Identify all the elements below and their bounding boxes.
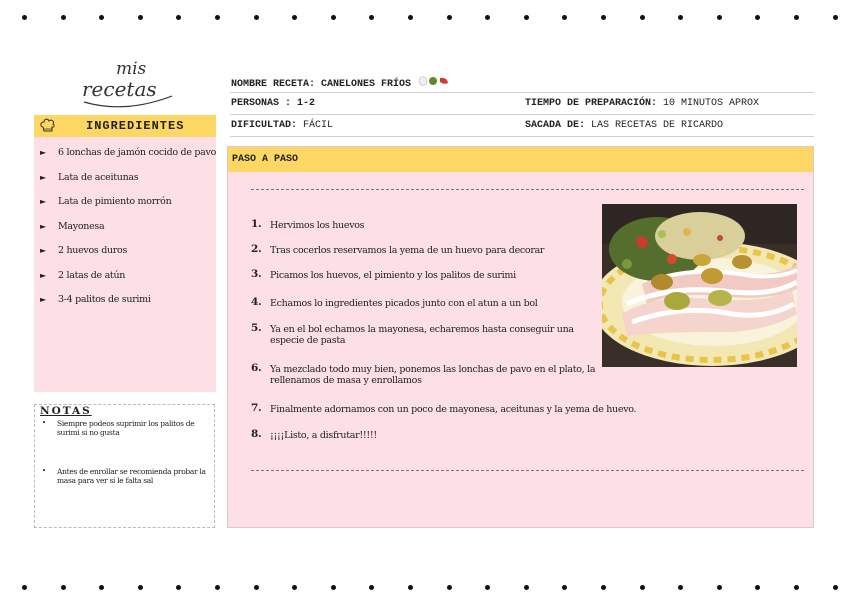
ingredient-item bbox=[40, 196, 216, 221]
recipe-name-row bbox=[231, 75, 451, 90]
ingredient-text: 6 lonchas de jamón cocido de pavo bbox=[58, 147, 217, 158]
ingredients-header bbox=[34, 115, 216, 137]
border-dot bbox=[485, 15, 490, 20]
border-dot bbox=[717, 15, 722, 20]
ingredient-text: 2 latas de atún bbox=[58, 269, 126, 281]
border-dot bbox=[292, 585, 297, 590]
ingredient-item bbox=[40, 270, 216, 295]
source-value: LAS RECETAS DE RICARDO bbox=[591, 120, 724, 131]
ingredient-item bbox=[40, 172, 216, 197]
steps-title: PASO A PASO bbox=[232, 154, 299, 165]
dot-border-bottom bbox=[0, 585, 848, 595]
border-dot bbox=[833, 585, 838, 590]
step-number: 1. bbox=[251, 218, 262, 230]
source-row bbox=[525, 120, 723, 131]
border-dot bbox=[524, 15, 529, 20]
recipe-name-label: NOMBRE RECETA: bbox=[231, 79, 316, 90]
border-dot bbox=[485, 585, 490, 590]
people-row bbox=[231, 98, 315, 109]
step-text: Ya en el bol echamos la mayonesa, echaremos hasta conseguir una especie de pasta bbox=[270, 324, 574, 346]
border-dot bbox=[215, 15, 220, 20]
dot-border-top bbox=[0, 15, 848, 25]
border-dot bbox=[717, 585, 722, 590]
step-text: Tras cocerlos reservamos la yema de un huevo para decorar bbox=[270, 245, 545, 256]
border-dot bbox=[22, 585, 27, 590]
step-number: 3. bbox=[251, 268, 262, 280]
border-dot bbox=[601, 585, 606, 590]
bullet-arrow-icon: ► bbox=[40, 295, 46, 304]
dashed-divider bbox=[251, 189, 804, 190]
mis-recetas-logo bbox=[70, 52, 180, 114]
bullet-arrow-icon: ► bbox=[40, 221, 46, 231]
difficulty-value: FÁCIL bbox=[303, 120, 334, 131]
ingredient-item bbox=[40, 245, 216, 270]
border-dot bbox=[833, 15, 838, 20]
step-number: 8. bbox=[251, 428, 262, 440]
border-dot bbox=[99, 15, 104, 20]
step-number: 2. bbox=[251, 243, 262, 255]
prep-time-label: TIEMPO DE PREPARACIÓN: bbox=[525, 98, 658, 109]
recipe-name: CANELONES FRÍOS bbox=[321, 79, 412, 90]
bullet-arrow-icon: ► bbox=[40, 172, 46, 182]
border-dot bbox=[138, 15, 143, 20]
border-dot bbox=[640, 585, 645, 590]
border-dot bbox=[408, 585, 413, 590]
border-dot bbox=[601, 15, 606, 20]
border-dot bbox=[61, 585, 66, 590]
border-dot bbox=[678, 585, 683, 590]
step-text: Hervimos los huevos bbox=[270, 220, 365, 231]
notes-title: NOTAS bbox=[40, 405, 92, 417]
notes-box bbox=[34, 404, 215, 528]
chef-hat-icon bbox=[40, 118, 56, 134]
border-dot bbox=[794, 585, 799, 590]
ingredient-text: 2 huevos duros bbox=[58, 245, 128, 256]
ingredient-item bbox=[40, 147, 216, 172]
border-dot bbox=[331, 585, 336, 590]
canelones-photo bbox=[602, 204, 797, 367]
border-dot bbox=[369, 15, 374, 20]
border-dot bbox=[99, 585, 104, 590]
step-number: 6. bbox=[251, 362, 262, 374]
border-dot bbox=[292, 15, 297, 20]
ingredient-text: 3-4 palitos de surimi bbox=[58, 294, 151, 305]
ingredient-text: Lata de pimiento morrón bbox=[58, 196, 172, 207]
ingredient-item bbox=[40, 294, 216, 319]
border-dot bbox=[755, 15, 760, 20]
ingredients-title: INGREDIENTES bbox=[86, 119, 185, 133]
border-dot bbox=[22, 15, 27, 20]
bullet-arrow-icon: ► bbox=[40, 197, 46, 206]
step-text: ¡¡¡¡Listo, a disfrutar!!!!! bbox=[270, 430, 377, 441]
border-dot bbox=[369, 585, 374, 590]
step-text: Picamos los huevos, el pimiento y los palitos de surimi bbox=[270, 270, 516, 281]
bullet-arrow-icon: ► bbox=[40, 246, 46, 255]
border-dot bbox=[138, 585, 143, 590]
ingredient-text: Mayonesa bbox=[58, 220, 105, 232]
bullet-arrow-icon: ► bbox=[40, 270, 46, 280]
step-number: 7. bbox=[251, 402, 262, 414]
border-dot bbox=[755, 585, 760, 590]
garlic-olive-pepper-icon bbox=[417, 75, 451, 86]
border-dot bbox=[562, 15, 567, 20]
note-item: • Siempre podeos suprimir los palitos de surimi si no gusta bbox=[40, 419, 212, 467]
steps-panel bbox=[227, 146, 814, 528]
source-label: SACADA DE: bbox=[525, 120, 586, 131]
border-dot bbox=[447, 15, 452, 20]
ingredients-list bbox=[34, 137, 216, 392]
border-dot bbox=[61, 15, 66, 20]
border-dot bbox=[176, 585, 181, 590]
border-dot bbox=[678, 15, 683, 20]
border-dot bbox=[254, 15, 259, 20]
steps-header bbox=[228, 147, 813, 172]
bullet-arrow-icon: ► bbox=[40, 148, 46, 157]
dashed-divider bbox=[251, 470, 804, 471]
people-value: 1-2 bbox=[297, 98, 316, 109]
step-text: Echamos lo ingredientes picados junto con el atun a un bol bbox=[270, 298, 538, 309]
border-dot bbox=[524, 585, 529, 590]
border-dot bbox=[176, 15, 181, 20]
border-dot bbox=[562, 585, 567, 590]
prep-time-row bbox=[525, 98, 759, 109]
difficulty-label: DIFICULTAD: bbox=[231, 120, 298, 131]
prep-time-value: 10 MINUTOS APROX bbox=[663, 98, 760, 109]
border-dot bbox=[408, 15, 413, 20]
ingredient-text: Lata de aceitunas bbox=[58, 171, 139, 183]
border-dot bbox=[215, 585, 220, 590]
ingredient-item bbox=[40, 221, 216, 246]
border-dot bbox=[331, 15, 336, 20]
border-dot bbox=[640, 15, 645, 20]
logo-line2: recetas bbox=[82, 77, 157, 101]
step-number: 5. bbox=[251, 322, 262, 334]
logo-line1: mis bbox=[116, 59, 147, 79]
step-text: Ya mezclado todo muy bien, ponemos las lonchas de pavo en el plato, la rellenamos de masa y enrollamos bbox=[270, 364, 596, 386]
step-number: 4. bbox=[251, 296, 262, 308]
step-text: Finalmente adornamos con un poco de mayonesa, aceitunas y la yema de huevo. bbox=[270, 404, 637, 415]
food-icons bbox=[417, 79, 451, 89]
border-dot bbox=[794, 15, 799, 20]
note-item: • Antes de enrollar se recomienda probar la masa para ver si le falta sal bbox=[40, 467, 212, 485]
difficulty-row bbox=[231, 120, 333, 131]
border-dot bbox=[447, 585, 452, 590]
border-dot bbox=[254, 585, 259, 590]
people-label: PERSONAS : bbox=[231, 98, 292, 109]
